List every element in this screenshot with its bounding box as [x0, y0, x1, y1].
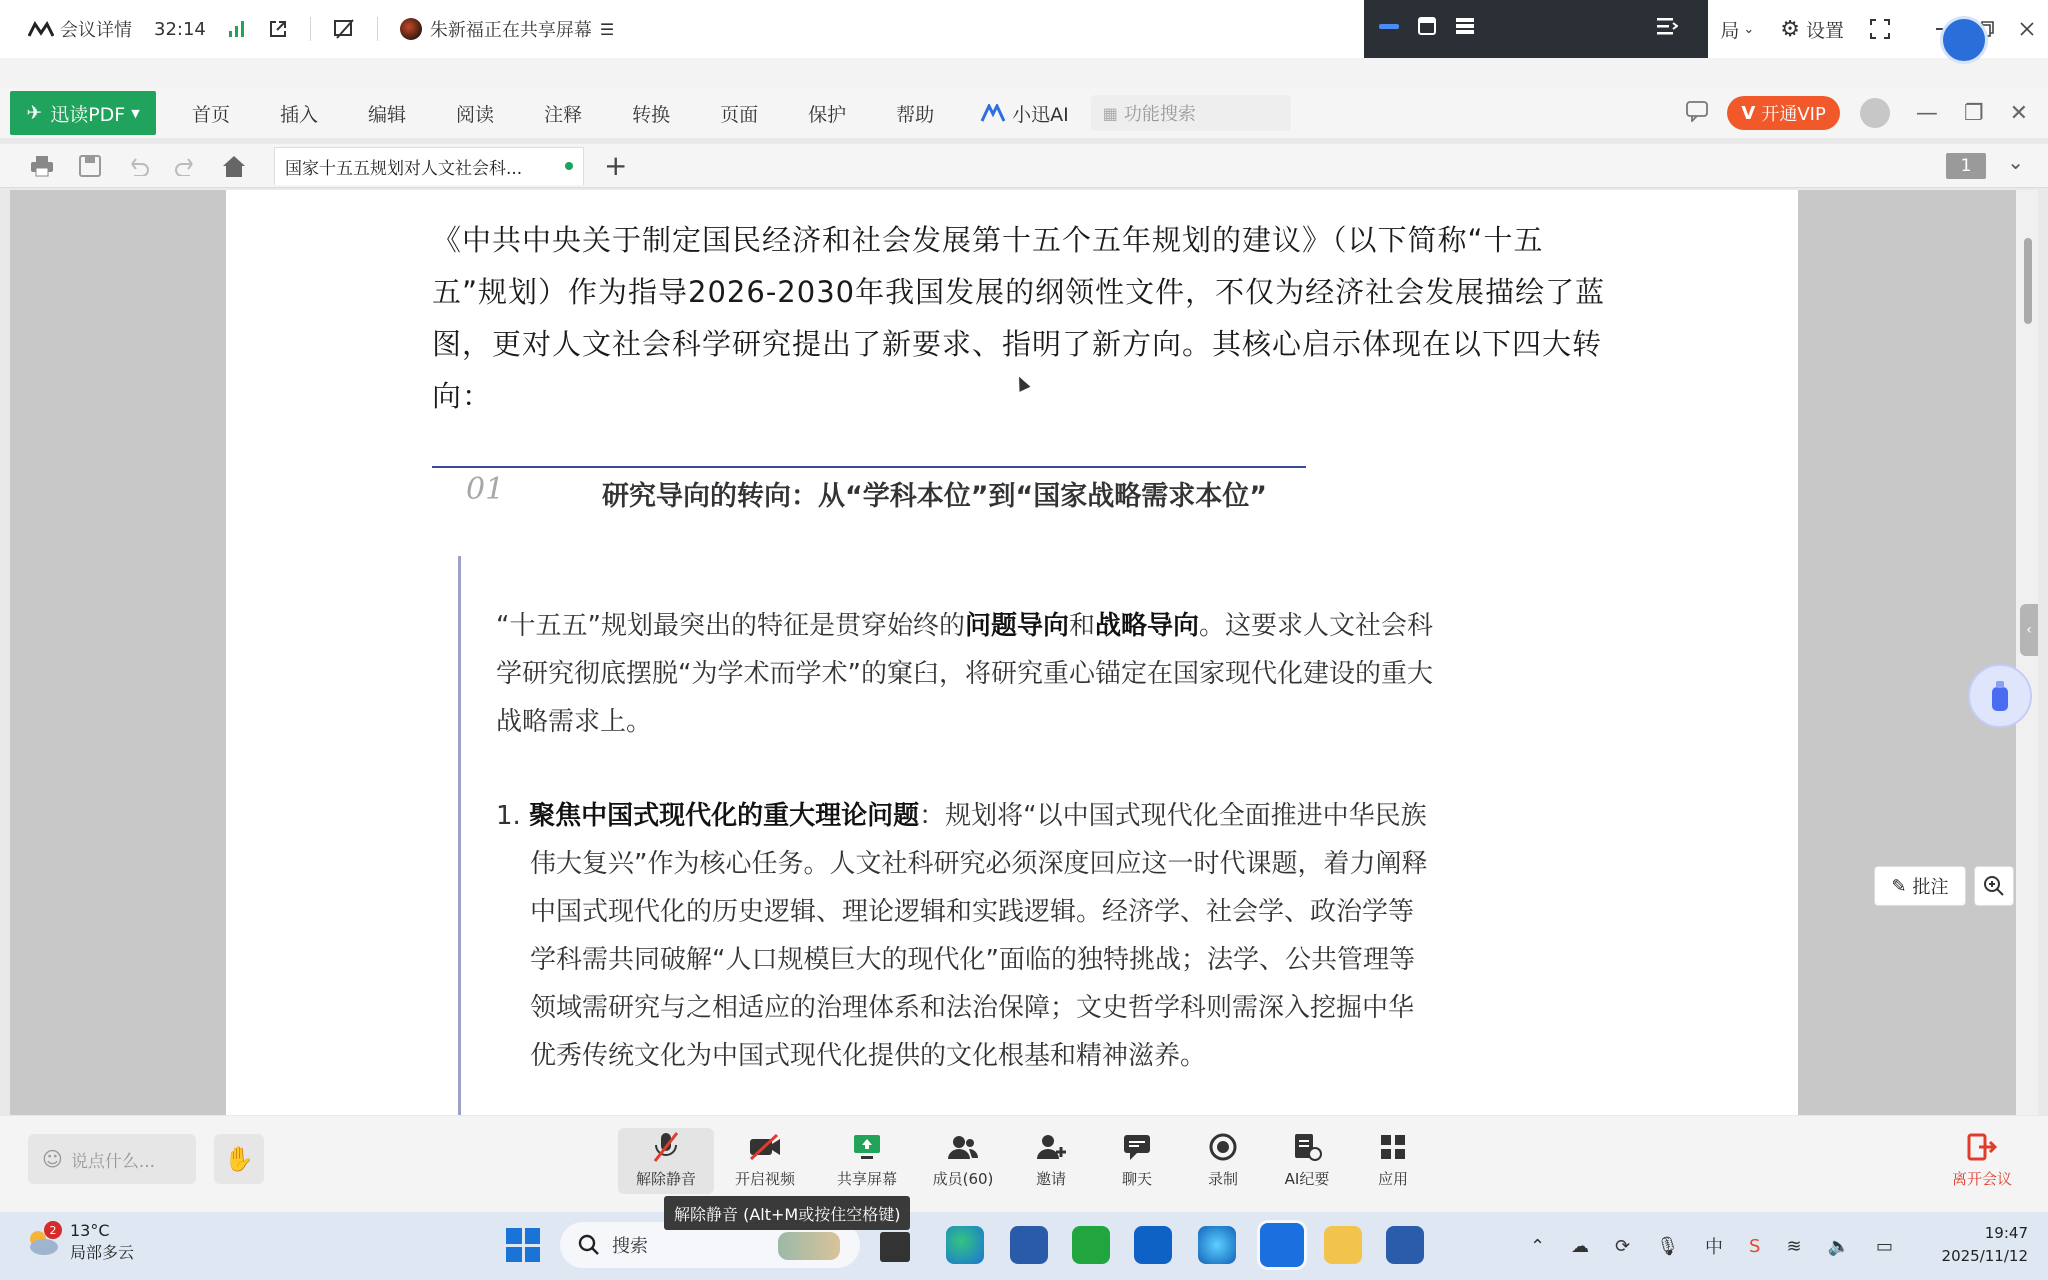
microphone-icon[interactable]: 🎙: [1656, 1235, 1680, 1257]
store-icon[interactable]: [1010, 1226, 1048, 1264]
sharing-indicator[interactable]: [400, 16, 614, 42]
outlook-icon[interactable]: [1134, 1226, 1172, 1264]
undo-icon[interactable]: [124, 152, 152, 180]
unmute-label: 解除静音: [635, 1170, 696, 1188]
redo-icon[interactable]: [172, 152, 200, 180]
close-icon[interactable]: [2020, 22, 2034, 36]
view-layout-label: 局: [1720, 19, 1740, 42]
brand-label: 迅读PDF: [50, 103, 126, 126]
battery-icon[interactable]: ▭: [1876, 1235, 1894, 1257]
meeting-top-bar: [0, 0, 2048, 58]
unmute-button[interactable]: [618, 1128, 714, 1194]
annotate-label: 批注: [1912, 877, 1949, 898]
vip-label: 开通VIP: [1761, 104, 1826, 125]
cleaner-float-icon[interactable]: [1968, 664, 2032, 728]
meeting-controls: [0, 1116, 2048, 1212]
new-tab-plus-icon[interactable]: +: [604, 149, 628, 182]
ime-indicator[interactable]: 中: [1705, 1237, 1724, 1258]
ai-notes-label: AI纪要: [1284, 1170, 1330, 1188]
section-paragraph: [496, 602, 1436, 746]
para-text: 。这要求人文社会科学研究彻底摆脱“为学术而学术”的窠臼，将研究重心锚定在国家现代化建设的重大战略需求上。: [496, 611, 1434, 737]
share-screen-icon: [852, 1133, 882, 1161]
feature-search-input[interactable]: [1091, 95, 1291, 131]
meeting-app-icon[interactable]: [1260, 1223, 1304, 1267]
fullscreen-icon[interactable]: [1870, 19, 1890, 39]
start-button[interactable]: [506, 1228, 540, 1262]
meeting-details-label: 会议详情: [60, 20, 132, 41]
members-button[interactable]: [918, 1130, 1008, 1189]
start-video-button[interactable]: [720, 1130, 810, 1189]
system-tray: [1530, 1212, 1919, 1280]
video-off-icon: [748, 1133, 782, 1161]
app-restore-icon[interactable]: ❐: [1963, 100, 1984, 126]
modified-dot-icon: [565, 162, 573, 170]
pdf-page: [226, 190, 1798, 1115]
menu-edit[interactable]: 编辑: [368, 103, 407, 126]
app-close-icon[interactable]: ✕: [2009, 100, 2028, 126]
gear-icon: ⚙: [1780, 16, 1800, 42]
file-explorer-icon[interactable]: [1324, 1226, 1362, 1264]
save-icon[interactable]: [76, 152, 104, 180]
para-emphasis: 问题导向: [964, 611, 1069, 641]
members-icon: [947, 1134, 979, 1160]
leave-meeting-button[interactable]: [1942, 1130, 2022, 1189]
leave-icon: [1967, 1133, 1997, 1161]
ai-logo-icon: [980, 104, 1006, 122]
translate-float-icon[interactable]: [1940, 16, 1988, 64]
brand-logo-icon: ✈: [26, 102, 43, 124]
list-layout-icon[interactable]: [1454, 16, 1478, 36]
volume-icon[interactable]: 🔈: [1827, 1235, 1850, 1257]
popout-icon[interactable]: [268, 19, 288, 39]
speaker-layout-icon[interactable]: [1378, 16, 1402, 36]
list-item-number: 1.: [496, 801, 521, 831]
menu-convert[interactable]: 转换: [632, 103, 671, 126]
vip-button[interactable]: [1727, 96, 1839, 130]
invite-button[interactable]: [1006, 1130, 1096, 1189]
onedrive-offline-icon[interactable]: ☁: [1571, 1235, 1590, 1257]
wifi-icon[interactable]: ≋: [1786, 1235, 1802, 1257]
presenter-avatar: [400, 18, 422, 40]
signal-icon: [228, 20, 246, 38]
print-icon[interactable]: [28, 152, 56, 180]
sync-icon[interactable]: ⟳: [1615, 1235, 1631, 1257]
side-panel-toggle-icon[interactable]: ‹: [2020, 604, 2038, 656]
vip-badge-icon: V: [1741, 102, 1756, 124]
zoom-in-icon: [1983, 875, 2005, 897]
intro-paragraph: 《中共中央关于制定国民经济和社会发展第十五个五年规划的建议》（以下简称“十五五”规划）作为指导2026-2030年我国发展的纲领性文件，不仅为经济社会发展描绘了蓝图，更对人文社会科学研究提出了新要求、指明了新方向。其核心启示体现在以下四大转向：: [432, 223, 1606, 413]
grid-search-icon: ▦: [1102, 103, 1118, 123]
para-emphasis: 战略导向: [1094, 611, 1199, 641]
quote-bar: [458, 556, 461, 1115]
menu-insert[interactable]: 插入: [280, 103, 319, 126]
divider: [377, 17, 378, 41]
task-view-icon[interactable]: [880, 1232, 910, 1262]
start-video-label: 开启视频: [734, 1170, 795, 1188]
sogou-input-icon[interactable]: S: [1749, 1235, 1761, 1257]
unmute-tooltip: 解除静音 (Alt+M或按住空格键): [664, 1196, 910, 1230]
app-minimize-icon[interactable]: —: [1915, 100, 1938, 126]
document-viewport[interactable]: [10, 190, 2038, 1115]
share-screen-label: 共享屏幕: [836, 1170, 897, 1188]
apps-label: 应用: [1377, 1170, 1408, 1188]
leave-label: 离开会议: [1951, 1170, 2012, 1188]
ai-notes-icon: [1292, 1132, 1322, 1162]
menu-home[interactable]: 首页: [192, 103, 231, 126]
chat-button[interactable]: [1092, 1130, 1182, 1189]
user-avatar[interactable]: [1860, 98, 1890, 128]
weather-desc: 局部多云: [70, 1243, 135, 1262]
raise-hand-button[interactable]: [214, 1134, 264, 1184]
clock-date: 2025/11/12: [1941, 1247, 2028, 1265]
chat-label: 聊天: [1121, 1170, 1152, 1188]
document-toolbar: [0, 144, 2048, 188]
zoom-in-button[interactable]: [1974, 866, 2014, 906]
sharing-text: 朱新福正在共享屏幕: [429, 20, 592, 41]
chat-placeholder: 说点什么...: [70, 1151, 156, 1172]
list-item-body: ：规划将“以中国式现代化全面推进中华民族伟大复兴”作为核心任务。人文社科研究必须深度回应这一时代课题，着力阐释中国式现代化的历史逻辑、理论逻辑和实践逻辑。经济学、社会学、政治学等学科需共同破解“人口规模巨大的现代化”面临的独特挑战；法学、公共管理等领域需研究与之相适应的治理体系和法治保障；文史哲学科则需深入挖掘中华优秀传统文化为中国式现代化提供的文化根基和精神滋养。: [530, 801, 1428, 1071]
chat-icon: [1122, 1133, 1152, 1161]
menu-protect[interactable]: 保护: [808, 103, 847, 126]
document-tab[interactable]: [274, 147, 584, 185]
menu-annotate[interactable]: 注释: [544, 103, 583, 126]
section-title: 研究导向的转向：从“学科本位”到“国家战略需求本位”: [602, 481, 1267, 512]
search-placeholder: 功能搜索: [1123, 104, 1196, 125]
home-icon[interactable]: [220, 152, 248, 180]
menu-help[interactable]: 帮助: [896, 103, 935, 126]
list-icon: ☰: [599, 19, 615, 39]
mic-muted-icon: [651, 1131, 681, 1163]
page-number-badge[interactable]: 1: [1946, 153, 1986, 179]
share-screen-button[interactable]: [822, 1130, 912, 1189]
meeting-timer: 32:14: [154, 18, 206, 40]
clock-time: 19:47: [1984, 1224, 2028, 1242]
section-rule: [432, 466, 1306, 468]
edge-browser-icon[interactable]: [946, 1226, 984, 1264]
view-layout-button[interactable]: [1720, 16, 1754, 43]
os-taskbar: [0, 1212, 2048, 1280]
tray-overflow-icon[interactable]: ⌃: [1530, 1235, 1546, 1257]
brand-menu-button[interactable]: [10, 91, 156, 135]
menu-page[interactable]: 页面: [720, 103, 759, 126]
app-ribbon: [0, 88, 2048, 138]
para-text: “十五五”规划最突出的特征是贯穿始终的: [496, 611, 965, 641]
ai-notes-button[interactable]: [1262, 1130, 1352, 1189]
record-label: 录制: [1207, 1170, 1238, 1188]
members-label: 成员(60): [932, 1170, 994, 1188]
taskbar-search-label: 搜索: [612, 1236, 648, 1257]
weather-alert-badge: 2: [44, 1221, 62, 1239]
invite-label: 邀请: [1035, 1170, 1066, 1188]
list-item-title: 聚焦中国式现代化的重大理论问题: [529, 801, 920, 831]
edge-ai-icon[interactable]: [1198, 1226, 1236, 1264]
document-tab-title: 国家十五五规划对人文社会科...: [285, 158, 523, 179]
record-button[interactable]: [1178, 1130, 1268, 1189]
chevron-down-icon: ⌄: [1743, 21, 1755, 37]
section-number: 01: [466, 472, 505, 507]
ai-label: 小迅AI: [1012, 103, 1069, 126]
weather-widget[interactable]: [24, 1220, 134, 1264]
system-clock[interactable]: [1942, 1222, 2028, 1268]
apps-button[interactable]: [1348, 1130, 1438, 1189]
para-text: 和: [1068, 611, 1095, 641]
chat-input[interactable]: [28, 1134, 196, 1184]
apps-icon: [1379, 1133, 1407, 1161]
search-highlight-image: [778, 1232, 840, 1260]
emoji-icon: ☺: [42, 1147, 63, 1171]
gallery-layout-icon[interactable]: [1416, 16, 1440, 36]
temperature: 13°C: [70, 1221, 110, 1240]
menu-read[interactable]: 阅读: [456, 103, 495, 126]
list-item: [496, 792, 1436, 1080]
pen-icon: ✎: [1891, 875, 1907, 897]
settings-label: 设置: [1805, 19, 1844, 42]
invite-icon: [1035, 1133, 1067, 1161]
word-icon[interactable]: [1386, 1226, 1424, 1264]
annotate-share-icon[interactable]: [333, 18, 355, 40]
wechat-icon[interactable]: [1072, 1226, 1110, 1264]
record-icon: [1208, 1132, 1238, 1162]
panel-menu-icon[interactable]: [1656, 16, 1680, 36]
annotate-button[interactable]: [1874, 866, 1966, 906]
message-icon[interactable]: [1685, 100, 1709, 126]
meeting-logo-icon: [28, 21, 54, 37]
hand-icon: ✋: [224, 1145, 254, 1173]
scrollbar-thumb[interactable]: [2024, 238, 2032, 324]
ai-assistant-button[interactable]: [980, 100, 1069, 127]
caret-down-icon: ▼: [131, 106, 140, 120]
window-gap: [0, 58, 2048, 88]
settings-button[interactable]: [1780, 16, 1844, 43]
chevron-down-icon[interactable]: ⌄: [2007, 150, 2024, 174]
meeting-details-button[interactable]: [28, 16, 132, 42]
divider: [310, 17, 311, 41]
search-icon: [578, 1234, 600, 1256]
